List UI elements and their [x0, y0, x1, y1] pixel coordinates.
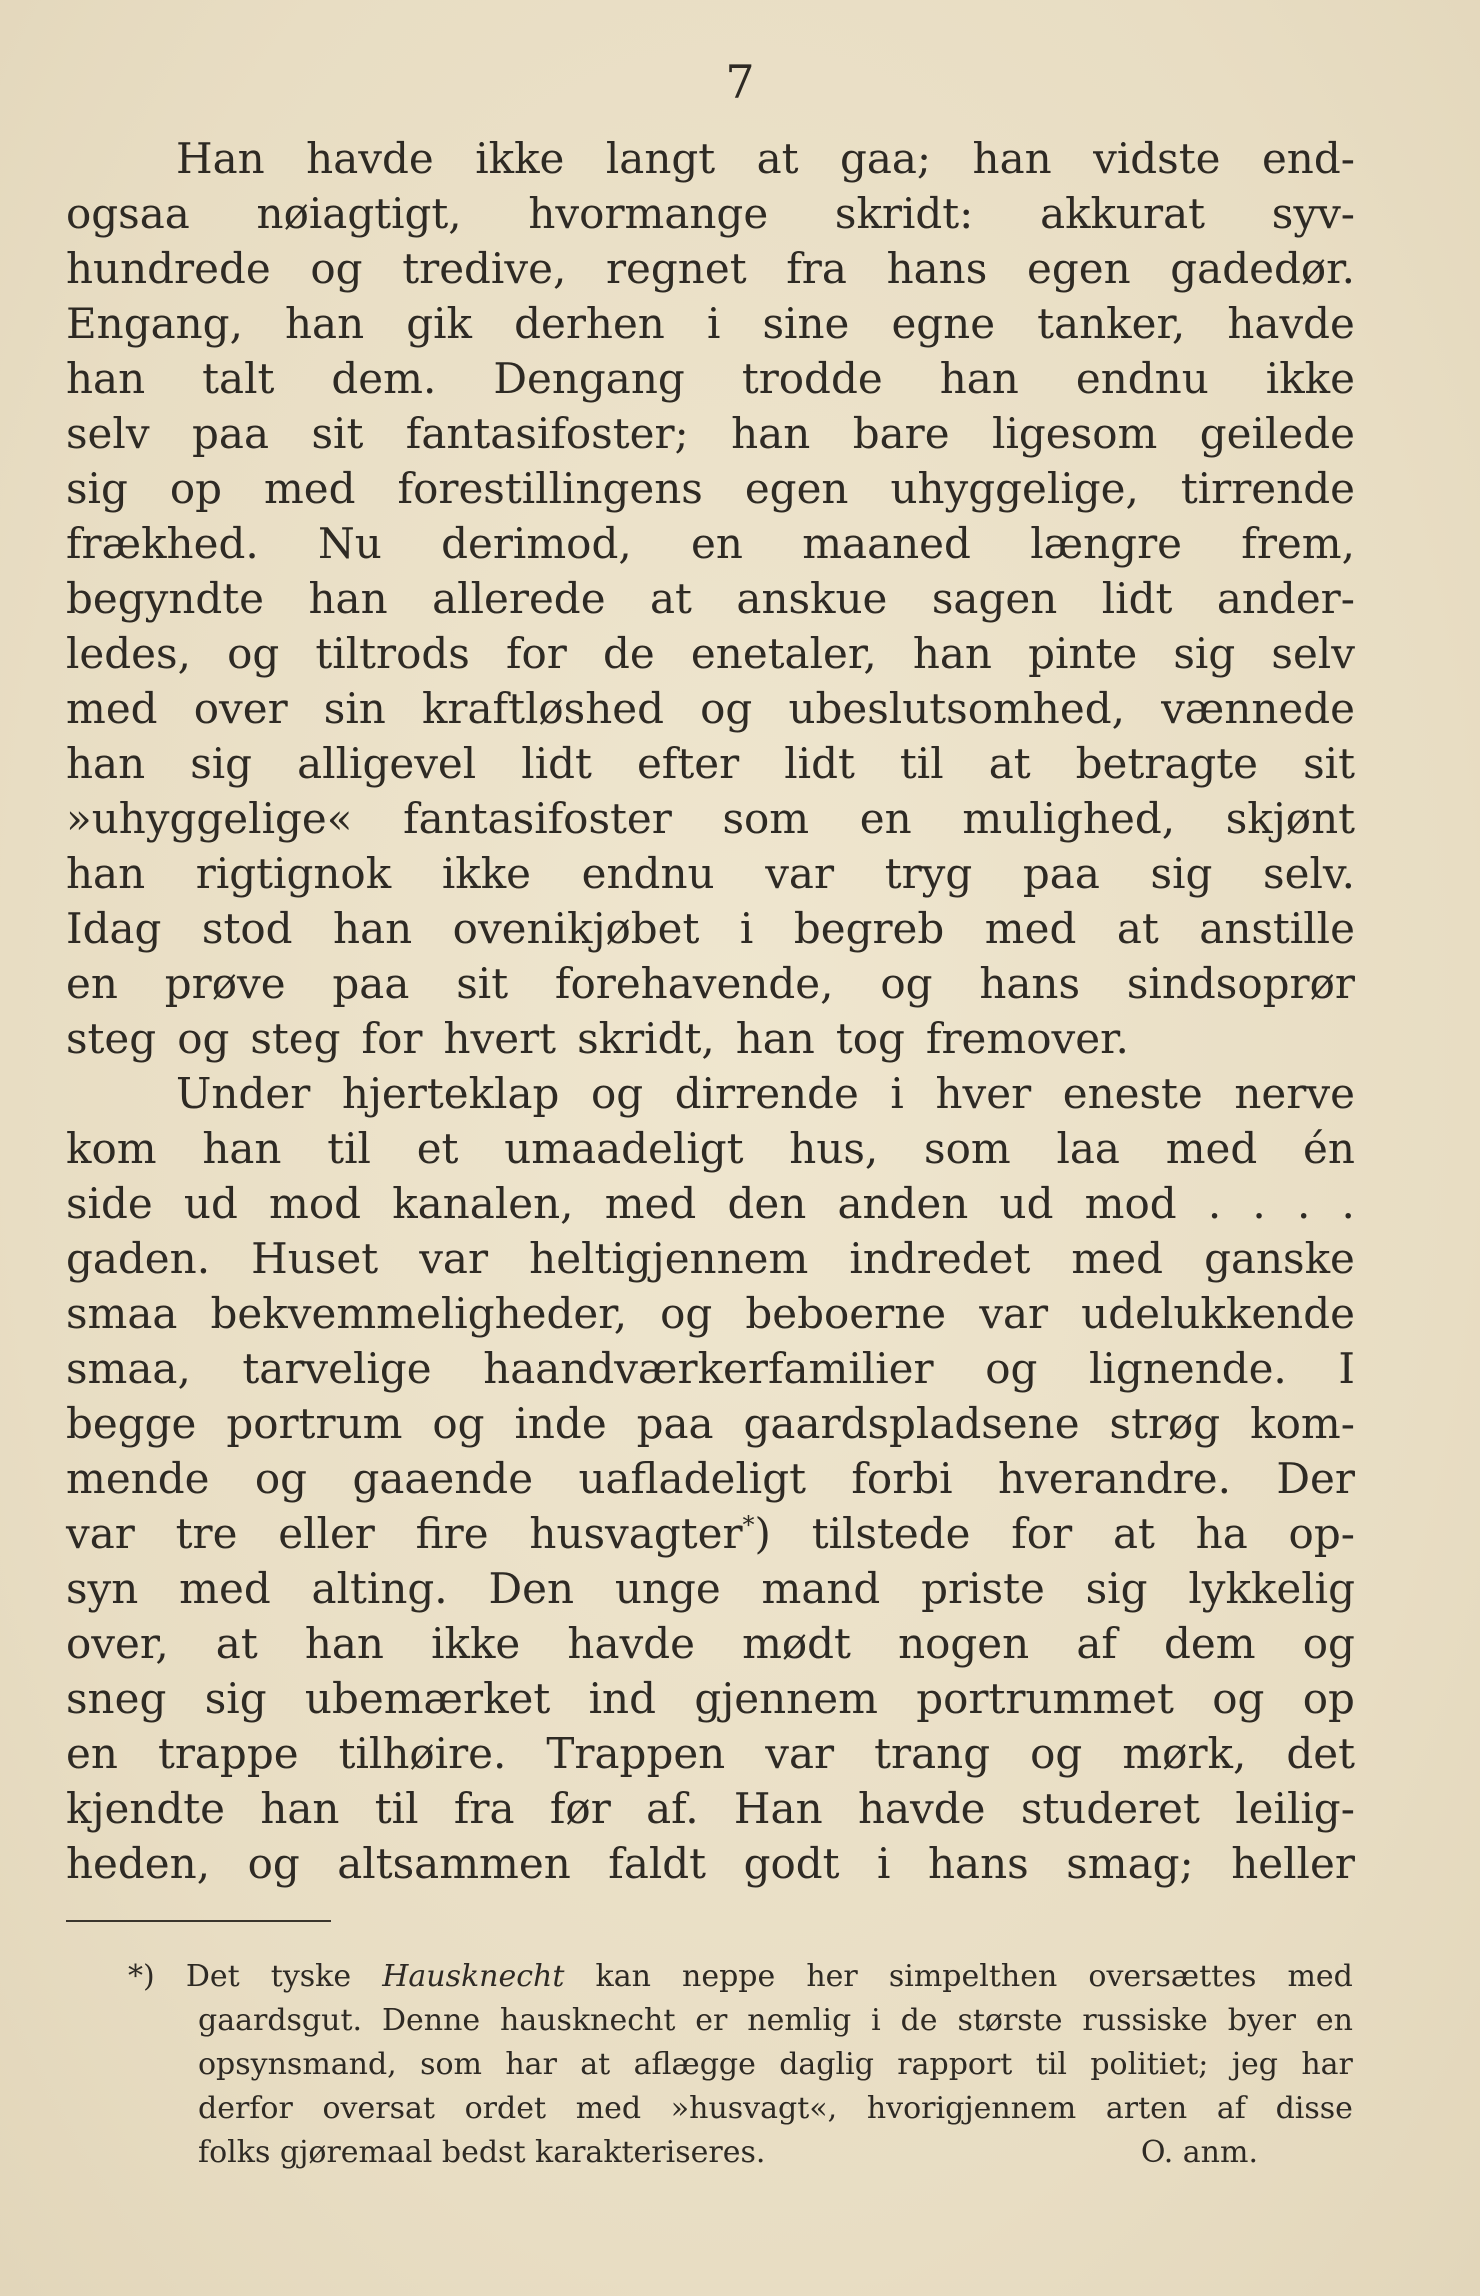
text-line: kom han til et umaadeligt hus, som laa med én [66, 1124, 1355, 1173]
text-line: over, at han ikke havde mødt nogen af dem og [66, 1619, 1355, 1668]
text-line: med over sin kraftløshed og ubeslutsomhed, vænnede [66, 684, 1355, 733]
main-text [66, 131, 1355, 1891]
text-line: gaden. Huset var heltigjennem indredet med ganske [66, 1234, 1355, 1283]
footnote-last-line [128, 2131, 1353, 2175]
text-line: syn med alting. Den unge mand priste sig lykkelig [66, 1564, 1355, 1613]
page-number: 7 [725, 55, 755, 109]
footnote-line: derfor oversat ordet med »husvagt«, hvorigjennem arten af disse [198, 2091, 1353, 2126]
text-line: mende og gaaende uafladeligt forbi hverandre. Der [66, 1454, 1355, 1503]
text-line: smaa, tarvelige haandværkerfamilier og lignende. I [66, 1344, 1355, 1393]
text-line: sig op med forestillingens egen uhyggelige, tirrende [66, 464, 1355, 513]
text-line: en prøve paa sit forehavende, og hans sindsoprør [66, 959, 1355, 1008]
text-line: Engang, han gik derhen i sine egne tanker, havde [66, 299, 1355, 348]
text-line: han sig alligevel lidt efter lidt til at betragte sit [66, 739, 1355, 788]
footnote-line: gaardsgut. Denne hausknecht er nemlig i de største russiske byer en [198, 2003, 1353, 2038]
text-line: han rigtignok ikke endnu var tryg paa sig selv. [66, 849, 1355, 898]
text-line: smaa bekvemmeligheder, og beboerne var udelukkende [66, 1289, 1355, 1338]
text-line: begge portrum og inde paa gaardspladsene strøg kom- [66, 1399, 1355, 1448]
text-line: side ud mod kanalen, med den anden ud mod . . . . [66, 1179, 1355, 1228]
text-line: heden, og altsammen faldt godt i hans smag; heller [66, 1839, 1355, 1888]
footnote-line: *) Det tyske Hausknecht kan neppe her simpelthen oversættes med [128, 1955, 1353, 1999]
footnote-marker: *) [128, 1959, 155, 1994]
text-line: selv paa sit fantasifoster; han bare ligesom geilede [66, 409, 1355, 458]
text-line: han talt dem. Dengang trodde han endnu ikke [66, 354, 1355, 403]
footnote-separator [66, 1920, 331, 1922]
footnote-closing-text: folks gjøremaal bedst karakteriseres. [198, 2135, 766, 2170]
text-line: Han havde ikke langt at gaa; han vidste end- [176, 134, 1355, 183]
text-line: Under hjerteklap og dirrende i hver eneste nerve [176, 1069, 1355, 1118]
text-line: hundrede og tredive, regnet fra hans egen gadedør. [66, 244, 1355, 293]
text-line: kjendte han til fra før af. Han havde studeret leilig- [66, 1784, 1355, 1833]
footnote-signature: O. anm. [1140, 2135, 1258, 2170]
text-line: frækhed. Nu derimod, en maaned længre frem, [66, 519, 1355, 568]
text-line: ogsaa nøiagtigt, hvormange skridt: akkurat syv- [66, 189, 1355, 238]
footnote-line: opsynsmand, som har at aflægge daglig rapport til politiet; jeg har [198, 2047, 1353, 2082]
text-line: var tre eller fire husvagter*) tilstede for at ha op- [66, 1509, 1355, 1558]
text-line: sneg sig ubemærket ind gjennem portrummet og op [66, 1674, 1355, 1723]
text-line: en trappe tilhøire. Trappen var trang og mørk, det [66, 1729, 1355, 1778]
text-line: steg og steg for hvert skridt, han tog fremover. [66, 1014, 1129, 1063]
text-line: Idag stod han ovenikjøbet i begreb med at anstille [66, 904, 1355, 953]
text-line: begyndte han allerede at anskue sagen lidt ander- [66, 574, 1355, 623]
footnote [128, 1955, 1353, 2175]
text-line: ledes, og tiltrods for de enetaler, han pinte sig selv [66, 629, 1355, 678]
text-line: »uhyggelige« fantasifoster som en mulighed, skjønt [66, 794, 1355, 843]
